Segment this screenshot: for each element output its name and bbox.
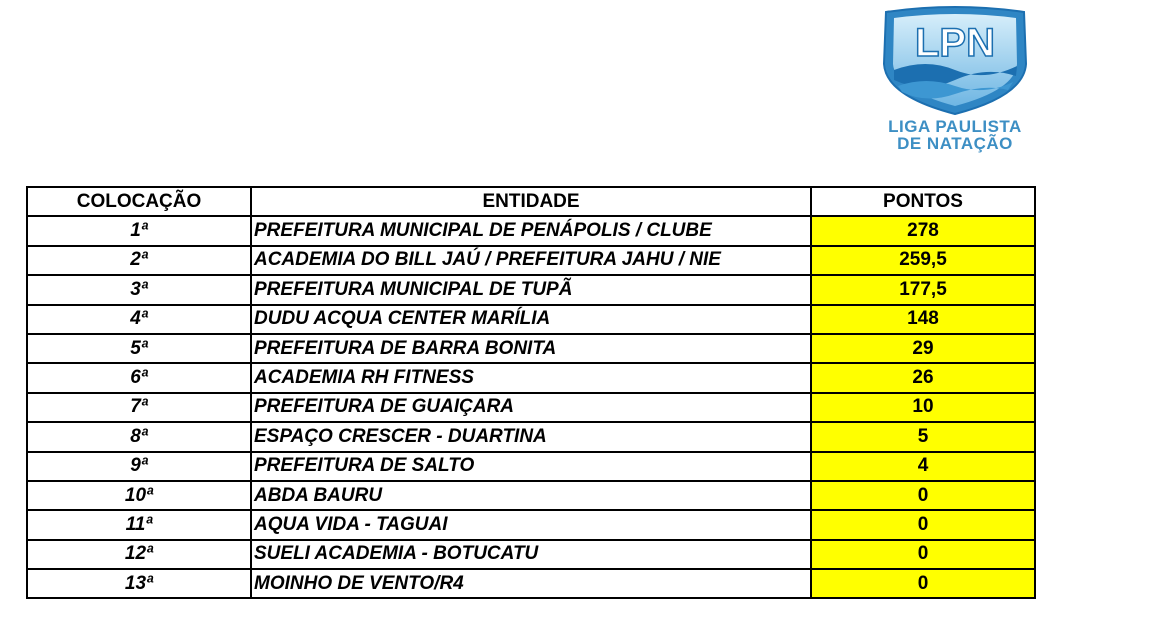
position-cell: 2ª (27, 246, 251, 275)
points-cell: 0 (811, 481, 1035, 510)
table-row (27, 275, 1035, 304)
entity-cell: PREFEITURA MUNICIPAL DE TUPÃ (251, 275, 811, 304)
points-cell: 259,5 (811, 246, 1035, 275)
entity-cell: MOINHO DE VENTO/R4 (251, 569, 811, 598)
table-row (27, 216, 1035, 245)
shield-logo-icon (876, 4, 1034, 116)
table-row (27, 393, 1035, 422)
points-cell: 177,5 (811, 275, 1035, 304)
entity-cell: DUDU ACQUA CENTER MARÍLIA (251, 305, 811, 334)
header-entity: ENTIDADE (251, 187, 811, 216)
table-row (27, 363, 1035, 392)
lpn-logo (872, 4, 1038, 154)
ranking-table (26, 186, 1036, 599)
position-cell: 8ª (27, 422, 251, 451)
position-cell: 11ª (27, 510, 251, 539)
points-cell: 0 (811, 510, 1035, 539)
table-row (27, 481, 1035, 510)
logo-line-2: DE NATAÇÃO (897, 134, 1013, 153)
entity-cell: ESPAÇO CRESCER - DUARTINA (251, 422, 811, 451)
points-cell: 5 (811, 422, 1035, 451)
points-cell: 4 (811, 452, 1035, 481)
table-row (27, 540, 1035, 569)
position-cell: 1ª (27, 216, 251, 245)
entity-cell: SUELI ACADEMIA - BOTUCATU (251, 540, 811, 569)
position-cell: 13ª (27, 569, 251, 598)
table-row (27, 305, 1035, 334)
position-cell: 10ª (27, 481, 251, 510)
entity-cell: ACADEMIA DO BILL JAÚ / PREFEITURA JAHU / NIE (251, 246, 811, 275)
table-row (27, 422, 1035, 451)
table-row (27, 569, 1035, 598)
position-cell: 4ª (27, 305, 251, 334)
entity-cell: PREFEITURA DE GUAIÇARA (251, 393, 811, 422)
table-header-row (27, 187, 1035, 216)
position-cell: 3ª (27, 275, 251, 304)
position-cell: 5ª (27, 334, 251, 363)
entity-cell: PREFEITURA DE SALTO (251, 452, 811, 481)
points-cell: 26 (811, 363, 1035, 392)
entity-cell: PREFEITURA DE BARRA BONITA (251, 334, 811, 363)
position-cell: 7ª (27, 393, 251, 422)
points-cell: 0 (811, 540, 1035, 569)
header-points: PONTOS (811, 187, 1035, 216)
entity-cell: ABDA BAURU (251, 481, 811, 510)
table-row (27, 510, 1035, 539)
header-position: COLOCAÇÃO (27, 187, 251, 216)
table-row (27, 334, 1035, 363)
position-cell: 9ª (27, 452, 251, 481)
points-cell: 0 (811, 569, 1035, 598)
entity-cell: AQUA VIDA - TAGUAI (251, 510, 811, 539)
logo-line-1: LIGA PAULISTA (888, 117, 1022, 136)
logo-acronym: LPN (915, 21, 995, 65)
entity-cell: PREFEITURA MUNICIPAL DE PENÁPOLIS / CLUBE (251, 216, 811, 245)
position-cell: 12ª (27, 540, 251, 569)
table-row (27, 246, 1035, 275)
entity-cell: ACADEMIA RH FITNESS (251, 363, 811, 392)
points-cell: 29 (811, 334, 1035, 363)
position-cell: 6ª (27, 363, 251, 392)
points-cell: 10 (811, 393, 1035, 422)
points-cell: 148 (811, 305, 1035, 334)
table-row (27, 452, 1035, 481)
points-cell: 278 (811, 216, 1035, 245)
